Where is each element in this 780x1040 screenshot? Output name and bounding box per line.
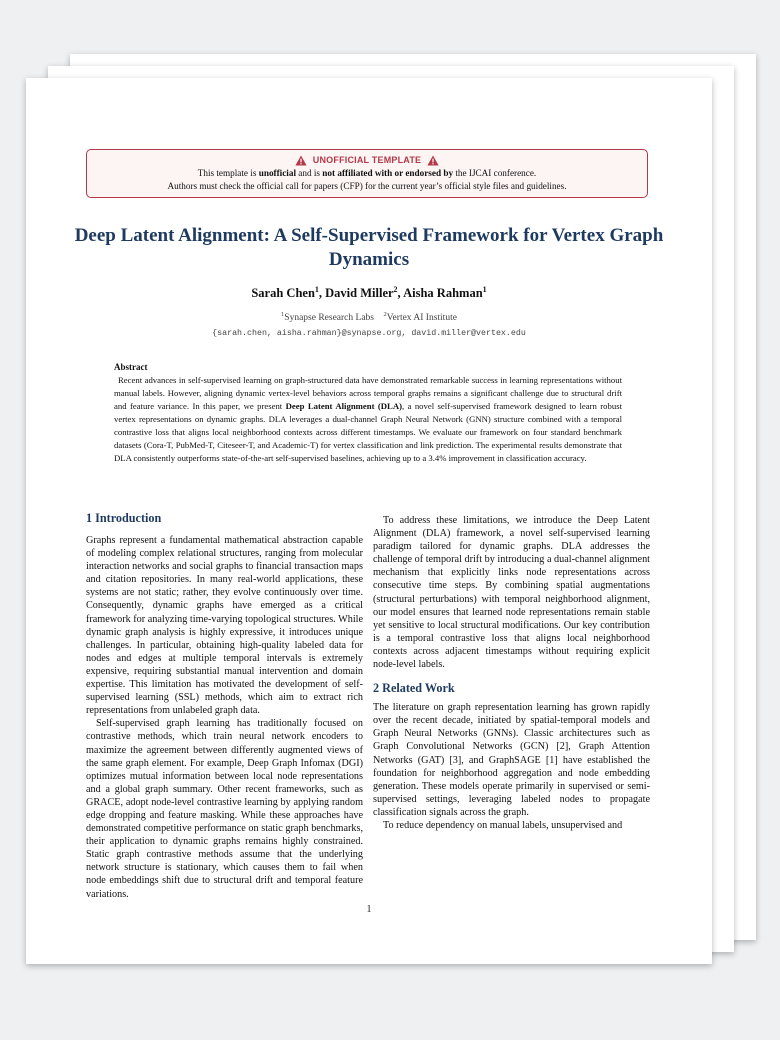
abstract <box>114 361 622 465</box>
page-number: 1 <box>366 904 372 915</box>
affiliations: $^1$Synapse Research Labs $^2$Vertex AI Institute <box>281 311 457 324</box>
author-name: Aisha Rahman <box>403 286 483 301</box>
author-name: David Miller <box>325 286 394 301</box>
paragraph: Graphs represent a fundamental mathematical abstraction capable of modeling complex relational structures, ranging from molecular interaction networks and social graphs to financial transaction maps and citation repositories. In many real-world applications, these systems are not static; rather, they evolve continuously over time. Consequently, dynamic graphs have emerged as a critical framework for analyzing time-varying topological structures. While dynamic graph analysis is highly expressive, it introduces unique challenges. In particular, obtaining high-quality labeled data for nodes and edges at multiple temporal intervals is extremely expensive, requiring substantial manual intervention and domain expertise. This limitation has motivated the development of self-supervised learning (SSL) methods, which aim to extract rich representations from unlabeled graph data. <box>86 535 363 717</box>
right-column <box>373 514 650 832</box>
abstract-heading: Abstract <box>114 362 148 372</box>
unofficial-template-banner <box>86 149 648 198</box>
affiliation: Vertex AI Institute <box>386 313 457 324</box>
paragraph: To reduce dependency on manual labels, unsupervised and <box>383 819 623 831</box>
banner-heading-text: UNOFFICIAL TEMPLATE <box>312 155 422 166</box>
paragraph: The literature on graph representation learning has grown rapidly over the recent decade, initiated by spatial-temporal models and Graph Neural Networks (GNNs). Classic architectures such as Graph Convolutional Networks (GCN) [2], Graph Attention Networks (GAT) [3], and GraphSAGE [1] have established the foundation for neighborhood aggregation and node embedding generation. These models operate primarily in supervised or semi-supervised settings, leveraging labeled nodes to propagate classification signals across the graph. <box>373 702 650 818</box>
author-emails: {sarah.chen, aisha.rahman}@synapse.org, david.miller@vertex.edu <box>212 329 526 338</box>
author-list: Sarah Chen$^1$, David Miller$^2$, Aisha Rahman$^1$ <box>251 285 487 301</box>
banner-line-1: This template is unofficial and is not affiliated with or endorsed by the IJCAI conference. <box>197 168 537 178</box>
left-column <box>86 511 363 901</box>
banner-line-2: Authors must check the official call for papers (CFP) for the current year’s official style files and guidelines. <box>167 180 567 191</box>
section-heading-related-work: 2 Related Work <box>373 681 455 696</box>
warning-icon <box>427 155 439 166</box>
paragraph: To address these limitations, we introduce the Deep Latent Alignment (DLA) framework, a novel self-supervised learning paradigm tailored for dynamic graphs. DLA addresses the challenge of temporal drift by introducing a dual-channel alignment mechanism that explicitly links node representations across consecutive time steps. By combining spatial augmentations (structural perturbations) with temporal neighborhood alignment, our model ensures that learned node representations remain stable yet sensitive to local structural modifications. Our key contribution is a temporal contrastive loss that aligns local neighborhood contexts across adjacent timestamps without requiring explicit node-level labels. <box>373 515 650 671</box>
paper-page <box>26 78 712 964</box>
affiliation: Synapse Research Labs <box>284 313 374 324</box>
warning-icon <box>295 155 307 166</box>
paragraph: Self-supervised graph learning has traditionally focused on contrastive methods, which train neural network encoders to maximize the agreement between differently augmented views of the same graph element. For example, Deep Graph Infomax (DGI) optimizes mutual information between local node representations and a global graph summary. Other recent frameworks, such as GRACE, adopt node-level contrastive learning by applying random edge dropping and feature masking. While these approaches have demonstrated competitive performance on static graph benchmarks, their application to dynamic graphs remains highly constrained. Static graph contrastive methods assume that the underlying network structure is stationary, which causes them to fail when node embeddings shift due to structural drift and temporal feature variations. <box>86 718 363 900</box>
paper-title: Deep Latent Alignment: A Self-Supervised Framework for Vertex Graph Dynamics <box>74 225 664 270</box>
author-name: Sarah Chen <box>251 286 315 301</box>
abstract-body: Recent advances in self-supervised learning on graph-structured data have demonstrated remarkable success in learning representations without manual labels. However, aligning dynamic vertex-level behaviors across temporal graphs remains a significant challenge due to structural drift and feature variance. In this paper, we present Deep Latent Alignment (DLA), a novel self-supervised framework designed to learn robust vertex representations on dynamic graphs. DLA leverages a dual-channel Graph Neural Network (GNN) structure combined with a temporal contrastive loss that aligns local neighborhood contexts across different timestamps. We evaluate our framework on four standard benchmark datasets (Cora-T, PubMed-T, Citeseer-T, and Academic-T) for vertex classification and link prediction. The experimental results demonstrate that DLA consistently outperforms state-of-the-art self-supervised baselines, achieving up to a 3.4% improvement in classification accuracy. <box>114 375 622 463</box>
section-heading-introduction: 1 Introduction <box>86 511 162 525</box>
banner-heading <box>87 154 647 167</box>
